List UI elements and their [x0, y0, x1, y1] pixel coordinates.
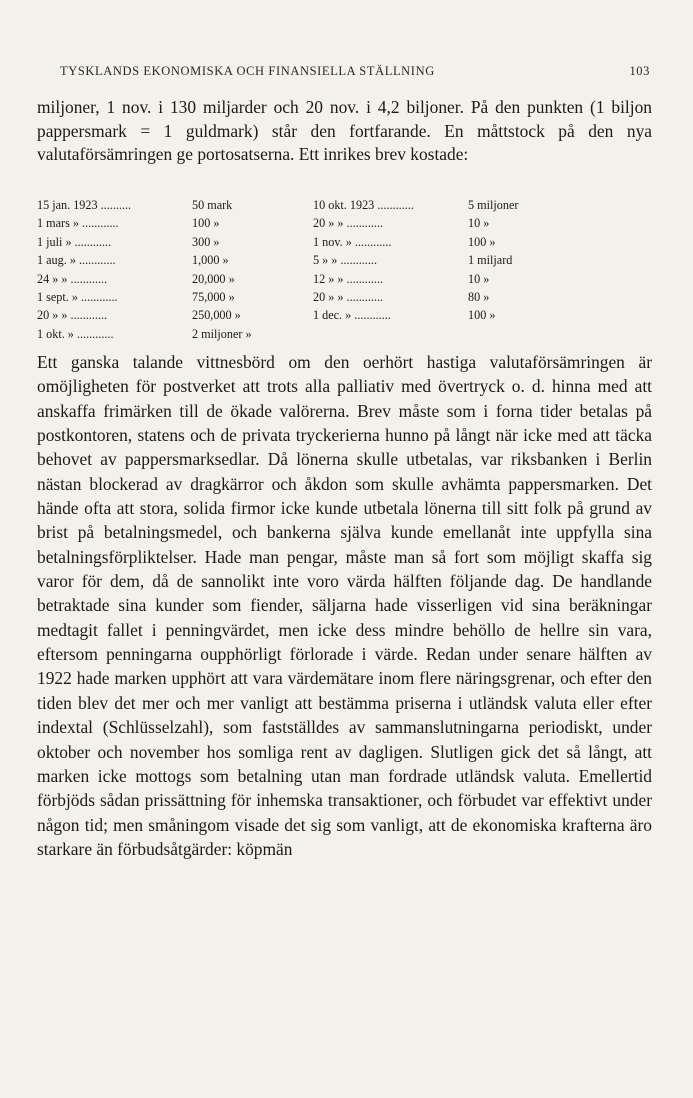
rate-right-date: 20 » » ............: [313, 216, 384, 231]
rate-left-value: 300 »: [192, 234, 220, 249]
rate-left-date: 1 okt. » ............: [37, 326, 114, 341]
running-title: TYSKLANDS EKONOMISKA OCH FINANSIELLA STÄLLNING: [60, 64, 435, 78]
rate-left-value: 250,000 »: [192, 308, 241, 323]
intro-paragraph: miljoner, 1 nov. i 130 miljarder och 20 nov. i 4,2 biljoner. På den punkten (1 biljon pappersmark = 1 guldmark) står den fortfarande. En måttstock på den nya valutaförsämringen ge portosatserna. Ett inrikes brev kostade:: [37, 97, 652, 165]
rate-row: [37, 251, 657, 269]
rate-left-value: 50 mark: [192, 198, 233, 212]
rate-right-date: 12 » » ............: [313, 271, 384, 286]
main-paragraph: Ett ganska talande vittnesbörd om den oerhört hastiga valutaförsämringen är omöjligheten för postverket att trots alla palliativ med övertryck o. d. hinna med att anskaffa frimärken till de ökade valörerna. Brev måste som i forna tider betalas på postkontoren, statens och de privata tryckerierna hunno på långt när icke med att täcka behovet av pappersmarksedlar. Då lönerna skulle utbetalas, var riksbanken i Berlin nästan blockerad av dragkärror och åkdon som skulle avhämta pappersmarken. Det hände ofta att stora, solida firmor icke kunde utbetala lönerna till sitt folk på grund av brist på betalningsmedel, och bankerna själva kunde emellanåt inte uppfylla sina betalningsförpliktelser. Hade man pengar, måste man så fort som möjligt skaffa sig varor för dem, då de sannolikt inte voro värda hälften följande dag. De handlande betraktade sina kunder som fiender, säljarna hade visserligen vid sina beräkningar medtagit fallet i penningvärdet, men icke dess mindre behöllo de hellre sin vara, eftersom penningarna oupphörligt förlorade i värde. Redan under senare hälften av 1922 hade marken upphört att vara värdemätare inom flere näringsgrenar, och efter den tiden blev det mer och mer vanligt att bestämma priserna i utländsk valuta eller efter indextal (Schlüsselzahl), som fastställdes av sammanslutningarna periodiskt, under oktober och november hos somliga rent av dagligen. Slutligen gick det så långt, att marken icke mottogs som betalning utan man fordrade utländsk valuta. Emellertid förbjöds sådan prissättning för inhemska transaktioner, och förbudet var effektivt under någon tid; men småningom visade det sig som vanligt, att de ekonomiska krafterna äro starkare än förbudsåtgärder: köpmän: [37, 352, 652, 859]
rate-right-value: 80 »: [468, 289, 490, 304]
rate-row: [37, 325, 657, 343]
rate-row: [37, 306, 657, 324]
main-paragraph-block: [37, 350, 652, 861]
rate-left-value: 1,000 »: [192, 253, 229, 268]
rate-right-value: 1 miljard: [468, 253, 513, 268]
rate-right-value: 5 miljoner: [468, 198, 519, 212]
page-number: 103: [629, 64, 650, 78]
postage-rate-table: [37, 196, 657, 343]
rate-left-date: 15 jan. 1923 ..........: [37, 198, 132, 212]
rate-right-date: 10 okt. 1923 ............: [313, 198, 414, 212]
rate-right-value: 100 »: [468, 308, 496, 323]
rate-right-date: 1 nov. » ............: [313, 234, 392, 249]
rate-row: [37, 214, 657, 232]
rate-right-date: 5 » » ............: [313, 253, 377, 268]
running-head: [60, 64, 650, 79]
rate-right-value: 100 »: [468, 234, 496, 249]
rate-left-date: 1 juli » ............: [37, 234, 112, 249]
rate-left-value: 20,000 »: [192, 271, 235, 286]
rate-left-value: 2 miljoner »: [192, 326, 252, 341]
rate-right-value: 10 »: [468, 271, 490, 286]
rate-left-date: 1 mars » ............: [37, 216, 119, 231]
rate-row: [37, 288, 657, 306]
rate-left-value: 75,000 »: [192, 289, 235, 304]
rate-row: [37, 233, 657, 251]
rate-left-date: 1 aug. » ............: [37, 253, 116, 268]
rate-left-date: 24 » » ............: [37, 271, 108, 286]
rate-right-value: 10 »: [468, 216, 490, 231]
rate-left-value: 100 »: [192, 216, 220, 231]
rate-row: [37, 196, 657, 214]
rate-left-date: 1 sept. » ............: [37, 289, 118, 304]
rate-row: [37, 270, 657, 288]
rate-left-date: 20 » » ............: [37, 308, 108, 323]
rate-right-date: 1 dec. » ............: [313, 308, 391, 323]
rate-right-date: 20 » » ............: [313, 289, 384, 304]
intro-paragraph-block: [37, 96, 652, 167]
